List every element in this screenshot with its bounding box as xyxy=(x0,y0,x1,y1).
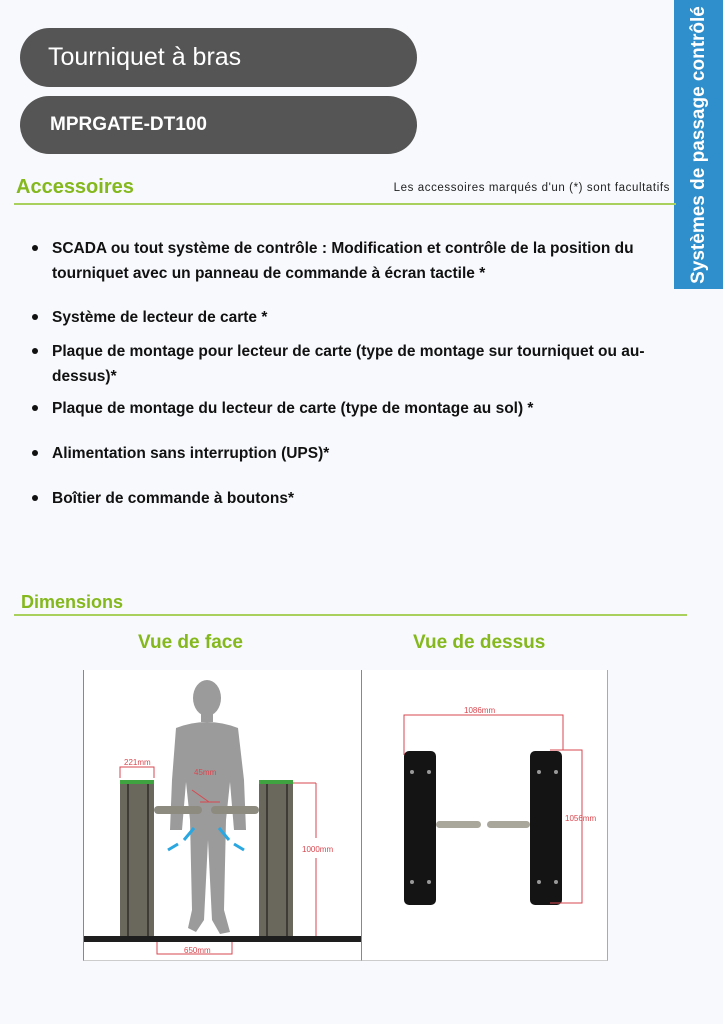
height-label: 1000mm xyxy=(302,845,334,854)
top-view-diagram xyxy=(361,670,608,961)
list-item: Système de lecteur de carte * xyxy=(30,305,670,330)
floor-line xyxy=(84,936,362,942)
left-post xyxy=(120,780,154,936)
model-number: MPRGATE-DT100 xyxy=(50,114,207,135)
passage-width-label: 650mm xyxy=(184,946,211,955)
list-item: Plaque de montage du lecteur de carte (type de montage au sol) * xyxy=(30,396,670,421)
depth-label: 1056mm xyxy=(565,814,597,823)
title-pill xyxy=(20,28,417,87)
list-item: Plaque de montage pour lecteur de carte (type de montage sur tourniquet ou au-dessus)* xyxy=(30,339,670,389)
accessories-divider xyxy=(14,203,676,205)
top-view-title: Vue de dessus xyxy=(413,632,546,653)
right-arm xyxy=(487,821,530,828)
optional-note: Les accessoires marqués d'un (*) sont facultatifs xyxy=(393,182,670,194)
right-cabinet xyxy=(530,751,562,905)
list-item: Alimentation sans interruption (UPS)* xyxy=(30,441,670,466)
front-view-drawing xyxy=(84,670,362,960)
dimensions-divider xyxy=(14,614,687,616)
post-width-label: 221mm xyxy=(124,758,151,767)
list-item: Boîtier de commande à boutons* xyxy=(30,486,670,511)
top-view-drawing xyxy=(362,670,607,960)
category-label: Systèmes de passage contrôlé xyxy=(687,5,709,284)
model-pill xyxy=(20,96,417,154)
list-item: SCADA ou tout système de contrôle : Modification et contrôle de la position du tourniquet avec un panneau de commande à écran tactile * xyxy=(30,236,670,286)
arm-gap-label: 45mm xyxy=(194,768,217,777)
right-post xyxy=(259,780,293,936)
left-cabinet xyxy=(404,751,436,905)
left-arm xyxy=(436,821,481,828)
right-arm xyxy=(211,806,259,814)
accessories-heading: Accessoires xyxy=(16,176,134,198)
left-arm xyxy=(154,806,202,814)
page-title: Tourniquet à bras xyxy=(48,43,242,71)
dimensions-heading: Dimensions xyxy=(21,592,124,612)
front-view-diagram xyxy=(83,670,362,961)
front-view-title: Vue de face xyxy=(138,632,243,653)
overall-width-label: 1086mm xyxy=(464,706,496,715)
category-side-tab xyxy=(674,0,723,289)
